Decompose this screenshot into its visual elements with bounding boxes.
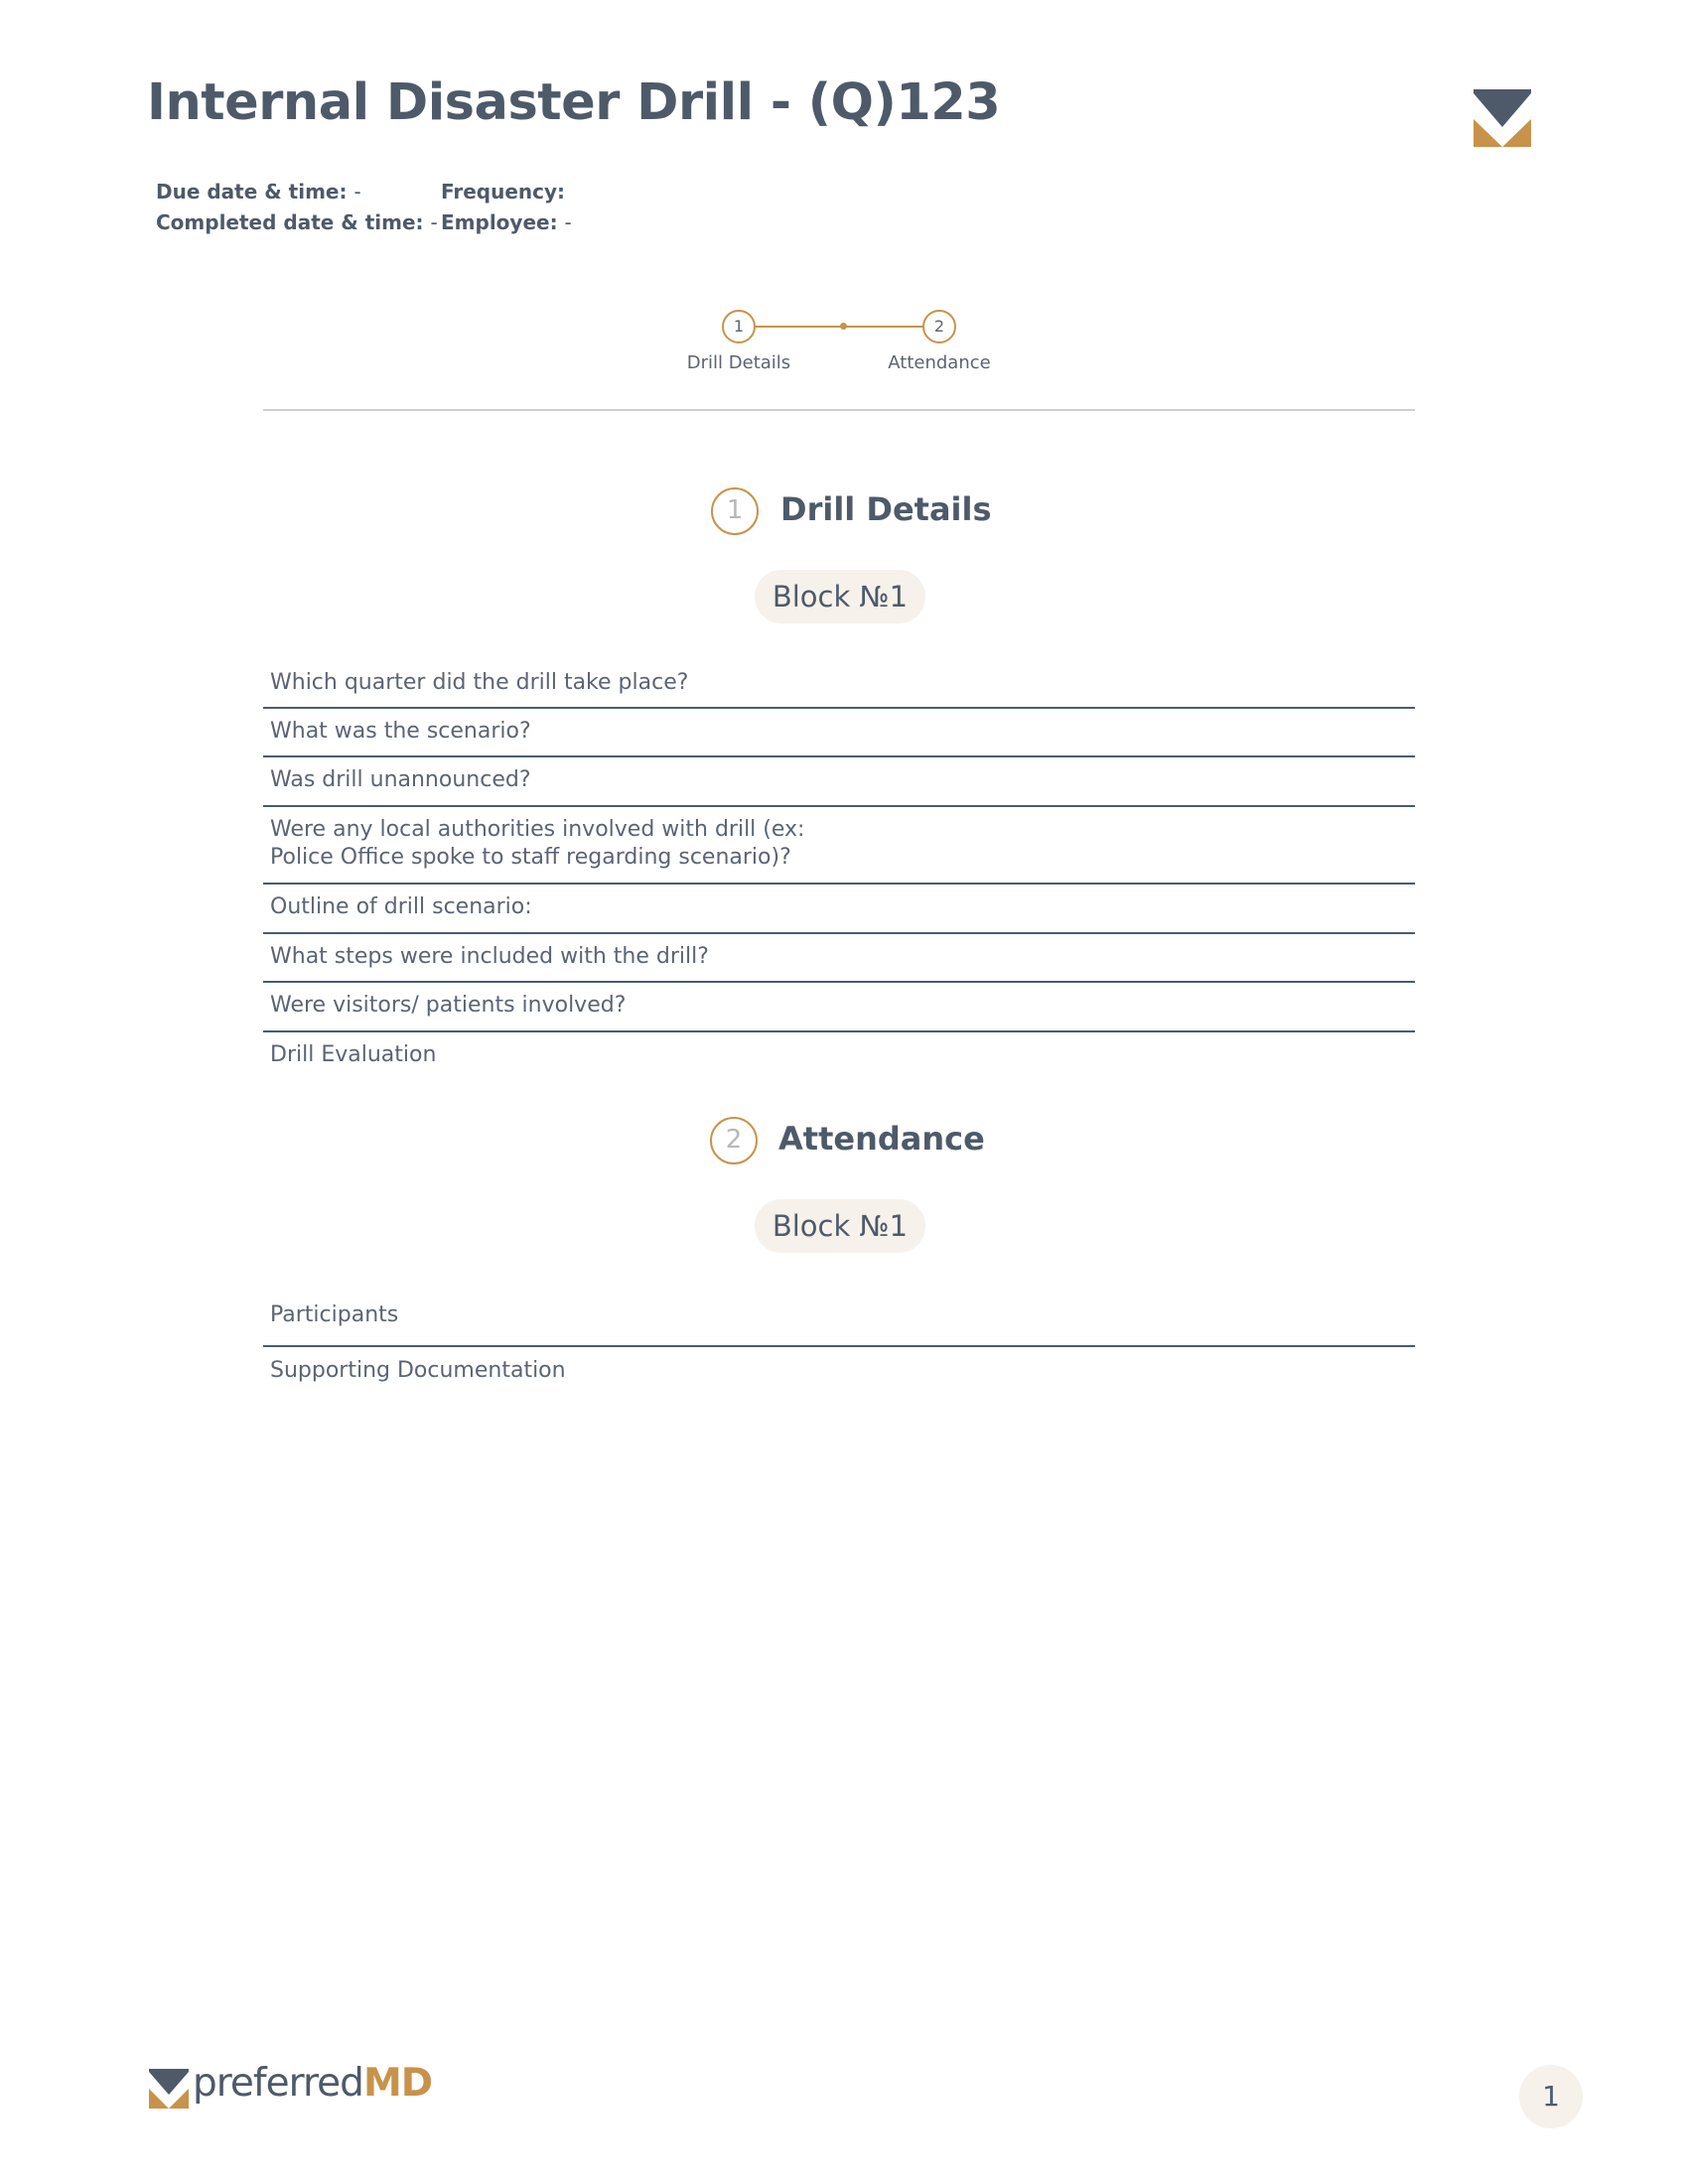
due-date-field [156,180,361,204]
question-text: What steps were included with the drill? [270,944,709,969]
question-text: Outline of drill scenario: [270,894,532,919]
section-1-number-badge: 1 [711,487,759,535]
brand-name-prefix: preferred [193,2061,363,2106]
section-1-title: Drill Details [780,490,992,528]
question-text: What was the scenario? [270,719,531,744]
question-row [263,757,1415,807]
document-title: Internal Disaster Drill - (Q)123 [147,73,1001,132]
question-row [263,659,1415,709]
question-text: Was drill unannounced? [270,767,531,792]
question-text: Which quarter did the drill take place? [270,670,689,695]
question-row [263,1291,1415,1347]
question-text: Participants [270,1302,399,1327]
question-row [263,709,1415,757]
step-1-label[interactable]: Drill Details [686,352,791,373]
question-text: Were visitors/ patients involved? [270,993,627,1018]
due-date-label: Due date & time: [156,180,348,204]
question-row [263,1032,1415,1082]
section-2-block-label: Block №1 [755,1199,925,1253]
frequency-field [441,180,565,204]
employee-value: - [564,210,572,234]
due-date-value: - [353,180,361,204]
header-divider [263,409,1415,411]
question-row [263,983,1415,1032]
question-text: Supporting Documentation [270,1358,566,1383]
question-row [263,885,1415,934]
completed-date-field [156,210,438,234]
step-1-indicator[interactable]: 1 [722,310,756,343]
completed-date-value: - [430,210,438,234]
step-2-indicator[interactable]: 2 [922,310,956,343]
frequency-label: Frequency: [441,180,566,204]
stepper-connector [756,326,922,328]
employee-field [441,210,572,234]
step-2-label[interactable]: Attendance [888,352,991,373]
section-1-block-label: Block №1 [755,570,925,623]
checkmark-logo-icon [149,2069,189,2109]
checkmark-logo-icon [1474,89,1531,147]
employee-label: Employee: [441,210,558,234]
section-2-title: Attendance [778,1120,985,1158]
brand-name-suffix: MD [362,2061,433,2106]
question-row [263,934,1415,983]
page-number: 1 [1519,2065,1583,2128]
question-row [263,1347,1415,1397]
question-text: Drill Evaluation [270,1042,437,1067]
question-row [263,807,1415,885]
stepper-midpoint-dot [840,323,847,330]
completed-date-label: Completed date & time: [156,210,424,234]
section-2-number-badge: 2 [710,1117,758,1164]
question-text: Were any local authorities involved with drill (ex: Police Office spoke to staff regarding scenario)? [270,817,805,870]
